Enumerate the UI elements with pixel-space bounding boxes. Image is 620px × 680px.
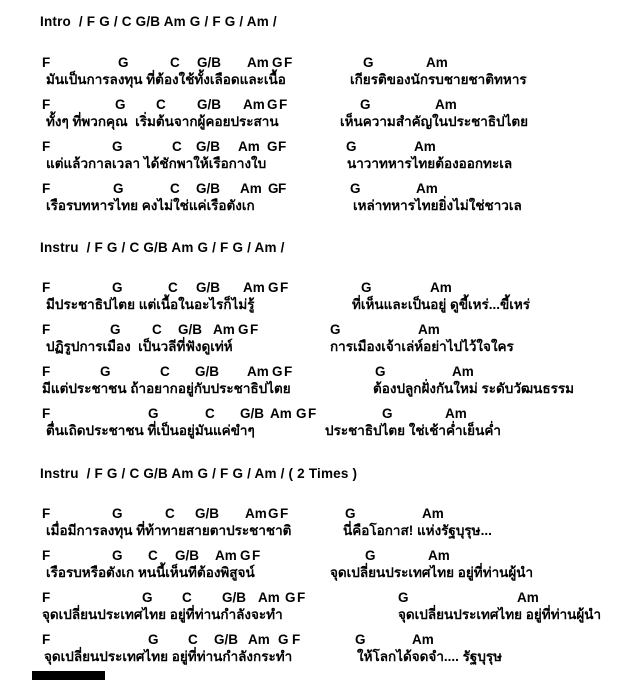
chord-symbol: Am [243, 280, 265, 295]
lyric-phrase: เหล่าทหารไทยยิ่งไม่ใช่ชาวเล [353, 198, 522, 213]
chord-symbol: G [330, 322, 341, 337]
chord-symbol: G [148, 632, 159, 647]
chord-symbol: G [112, 548, 123, 563]
lyric-phrase: แต่แล้วกาลเวลา ได้ชักพาให้เรือกางใบ [46, 156, 267, 171]
lyric-phrase: เห็นความสำคัญในประชาธิปไตย [340, 114, 529, 129]
chord-symbol: Am [248, 632, 270, 647]
chord-symbol: Am [412, 632, 434, 647]
chord-symbol: F [308, 406, 317, 421]
chord-symbol: Am [422, 506, 444, 521]
chord-symbol: G [148, 406, 159, 421]
chord-symbol: Am [247, 55, 269, 70]
chord-symbol: G/B [195, 506, 220, 521]
lyric-phrase: การเมืองเจ้าเล่ห์อย่าไปไว้ใจใคร [330, 339, 514, 354]
chord-symbol: G [110, 322, 121, 337]
chord-symbol: F [297, 590, 306, 605]
chord-symbol: G [350, 181, 361, 196]
lyric-phrase: ตื่นเถิดประชาชน ที่เป็นอยู่มันแค่ขำๆ [46, 423, 255, 438]
chord-symbol: F [252, 548, 261, 563]
chord-symbol: G [142, 590, 153, 605]
lyric-phrase: ปฏิรูปการเมือง เป็นวลีที่ฟังดูเท่ห์ [46, 339, 233, 354]
lyric-phrase: ทั้งๆ ที่พวกคุณ เริ่มต้นจากผู้คอยประสาน [46, 114, 279, 129]
chord-symbol: F [284, 364, 293, 379]
chord-symbol: G [268, 181, 279, 196]
chord-symbol: F [250, 322, 259, 337]
chord-symbol: G/B [222, 590, 247, 605]
chord-symbol: C [160, 364, 170, 379]
chord-symbol: G [268, 280, 279, 295]
chord-symbol: G/B [175, 548, 200, 563]
chord-symbol: F [292, 632, 301, 647]
chord-symbol: G [112, 506, 123, 521]
chord-symbol: G [398, 590, 409, 605]
chord-symbol: F [280, 506, 289, 521]
chord-symbol: G [113, 181, 124, 196]
chord-symbol: F [42, 364, 51, 379]
chord-symbol: F [42, 590, 51, 605]
lyric-phrase: นี่คือโอกาส! แห่งรัฐบุรุษ... [343, 523, 492, 538]
chord-symbol: G/B [178, 322, 203, 337]
bottom-black-bar [32, 671, 105, 680]
chord-symbol: G/B [195, 364, 220, 379]
chord-symbol: Am [240, 181, 262, 196]
chord-symbol: F [42, 55, 51, 70]
chord-symbol: C [152, 322, 162, 337]
chord-symbol: Am [435, 97, 457, 112]
chord-symbol: Am [270, 406, 292, 421]
lyric-phrase: เรือรบทหารไทย คงไม่ใช่แค่เรือตังเก [46, 198, 255, 213]
chord-symbol: G [267, 97, 278, 112]
chord-symbol: C [182, 590, 192, 605]
chord-symbol: C [205, 406, 215, 421]
chord-symbol: C [165, 506, 175, 521]
chord-symbol: G [363, 55, 374, 70]
chord-symbol: G [118, 55, 129, 70]
chord-symbol: Am [258, 590, 280, 605]
chord-symbol: C [148, 548, 158, 563]
chord-symbol: Am [430, 280, 452, 295]
chord-symbol: G [382, 406, 393, 421]
chord-symbol: Am [452, 364, 474, 379]
chord-symbol: C [170, 181, 180, 196]
lyric-phrase: นาวาทหารไทยต้องออกทะเล [347, 156, 513, 171]
chord-symbol: G [238, 322, 249, 337]
chord-symbol: Am [428, 548, 450, 563]
lyric-phrase: จุดเปลี่ยนประเทศไทย อยู่ที่ท่านผู้นำ [330, 565, 534, 580]
chord-symbol: F [42, 322, 51, 337]
chord-symbol: G [100, 364, 111, 379]
chord-symbol: G [361, 280, 372, 295]
chord-symbol: G [112, 280, 123, 295]
chord-symbol: G/B [196, 139, 221, 154]
lyric-phrase: จุดเปลี่ยนประเทศไทย อยู่ที่ท่านผู้นำ [398, 607, 602, 622]
chord-symbol: Am [418, 322, 440, 337]
lyric-phrase: มีแต่ประชาชน ถ้าอยากอยู่กับประชาธิปไตย [42, 381, 291, 396]
chord-symbol: F [284, 55, 293, 70]
chord-symbol: G [267, 139, 278, 154]
chord-symbol: Am [243, 97, 265, 112]
lyric-phrase: ประชาธิปไตย ใช่เช้าค่ำเย็นค่ำ [325, 423, 501, 438]
lyric-phrase: ที่เห็นและเป็นอยู่ ดูขี้เหร่...ขี้เหร่ [352, 297, 531, 312]
chord-symbol: G [375, 364, 386, 379]
lyric-phrase: เกียรติของนักรบชายชาติทหาร [350, 72, 527, 87]
chord-symbol: F [42, 139, 51, 154]
lyric-phrase: จุดเปลี่ยนประเทศไทย อยู่ที่ท่านกำลังจะทำ [42, 607, 283, 622]
chord-symbol: G/B [214, 632, 239, 647]
section-header-instru-2: Instru / F G / C G/B Am G / F G / Am / ( 2 Times ) [40, 466, 358, 481]
chord-symbol: G [272, 55, 283, 70]
chord-symbol: F [42, 548, 51, 563]
chord-symbol: Am [215, 548, 237, 563]
chord-symbol: G [115, 97, 126, 112]
lyric-phrase: ต้องปลูกฝั่งกันใหม่ ระดับวัฒนธรรม [373, 381, 575, 396]
section-header-intro: Intro / F G / C G/B Am G / F G / Am / [40, 14, 277, 29]
chord-symbol: F [42, 506, 51, 521]
chord-symbol: Am [517, 590, 539, 605]
chord-symbol: C [170, 55, 180, 70]
chord-symbol: F [280, 280, 289, 295]
lyric-phrase: ให้โลกได้จดจำ.... รัฐบุรุษ [357, 649, 503, 664]
chord-symbol: G [345, 506, 356, 521]
chord-symbol: C [168, 280, 178, 295]
chord-symbol: G [360, 97, 371, 112]
chord-symbol: G/B [196, 181, 221, 196]
chord-symbol: Am [445, 406, 467, 421]
chord-symbol: F [42, 406, 51, 421]
chord-symbol: G [240, 548, 251, 563]
chord-symbol: Am [426, 55, 448, 70]
chord-symbol: F [42, 632, 51, 647]
chord-symbol: F [278, 181, 287, 196]
chord-symbol: G [268, 506, 279, 521]
chord-symbol: Am [416, 181, 438, 196]
chord-symbol: Am [238, 139, 260, 154]
lyric-phrase: เมื่อมีการลงทุน ที่ท้าทายสายตาประชาชาติ [46, 523, 292, 538]
lyric-phrase: มีประชาธิปไตย แต่เนื้อในอะไรก็ไม่รู้ [46, 297, 255, 312]
chord-symbol: Am [213, 322, 235, 337]
chord-symbol: G/B [240, 406, 265, 421]
chord-symbol: G [296, 406, 307, 421]
chord-symbol: G [346, 139, 357, 154]
chord-symbol: Am [247, 364, 269, 379]
lyric-phrase: เรือรบหรือตังเก หนนี้เห็นทีต้องพิสูจน์ [46, 565, 255, 580]
chord-symbol: F [278, 139, 287, 154]
section-header-instru-1: Instru / F G / C G/B Am G / F G / Am / [40, 240, 285, 255]
chord-symbol: G [278, 632, 289, 647]
chord-symbol: G/B [196, 280, 221, 295]
chord-symbol: G/B [197, 97, 222, 112]
chord-symbol: F [279, 97, 288, 112]
chord-symbol: G [112, 139, 123, 154]
chord-symbol: C [188, 632, 198, 647]
chord-symbol: G [365, 548, 376, 563]
chord-symbol: G/B [197, 55, 222, 70]
chord-symbol: Am [414, 139, 436, 154]
chord-symbol: F [42, 280, 51, 295]
chord-symbol: F [42, 181, 51, 196]
chord-symbol: G [285, 590, 296, 605]
chord-symbol: C [172, 139, 182, 154]
chord-symbol: G [272, 364, 283, 379]
chord-symbol: Am [245, 506, 267, 521]
chord-symbol: C [156, 97, 166, 112]
lyric-phrase: จุดเปลี่ยนประเทศไทย อยู่ที่ท่านกำลังกระทำ [44, 649, 293, 664]
chord-symbol: G [355, 632, 366, 647]
chord-symbol: F [42, 97, 51, 112]
lyric-phrase: มันเป็นการลงทุน ที่ต้องใช้ทั้งเลือดและเนื้อ [46, 72, 286, 87]
